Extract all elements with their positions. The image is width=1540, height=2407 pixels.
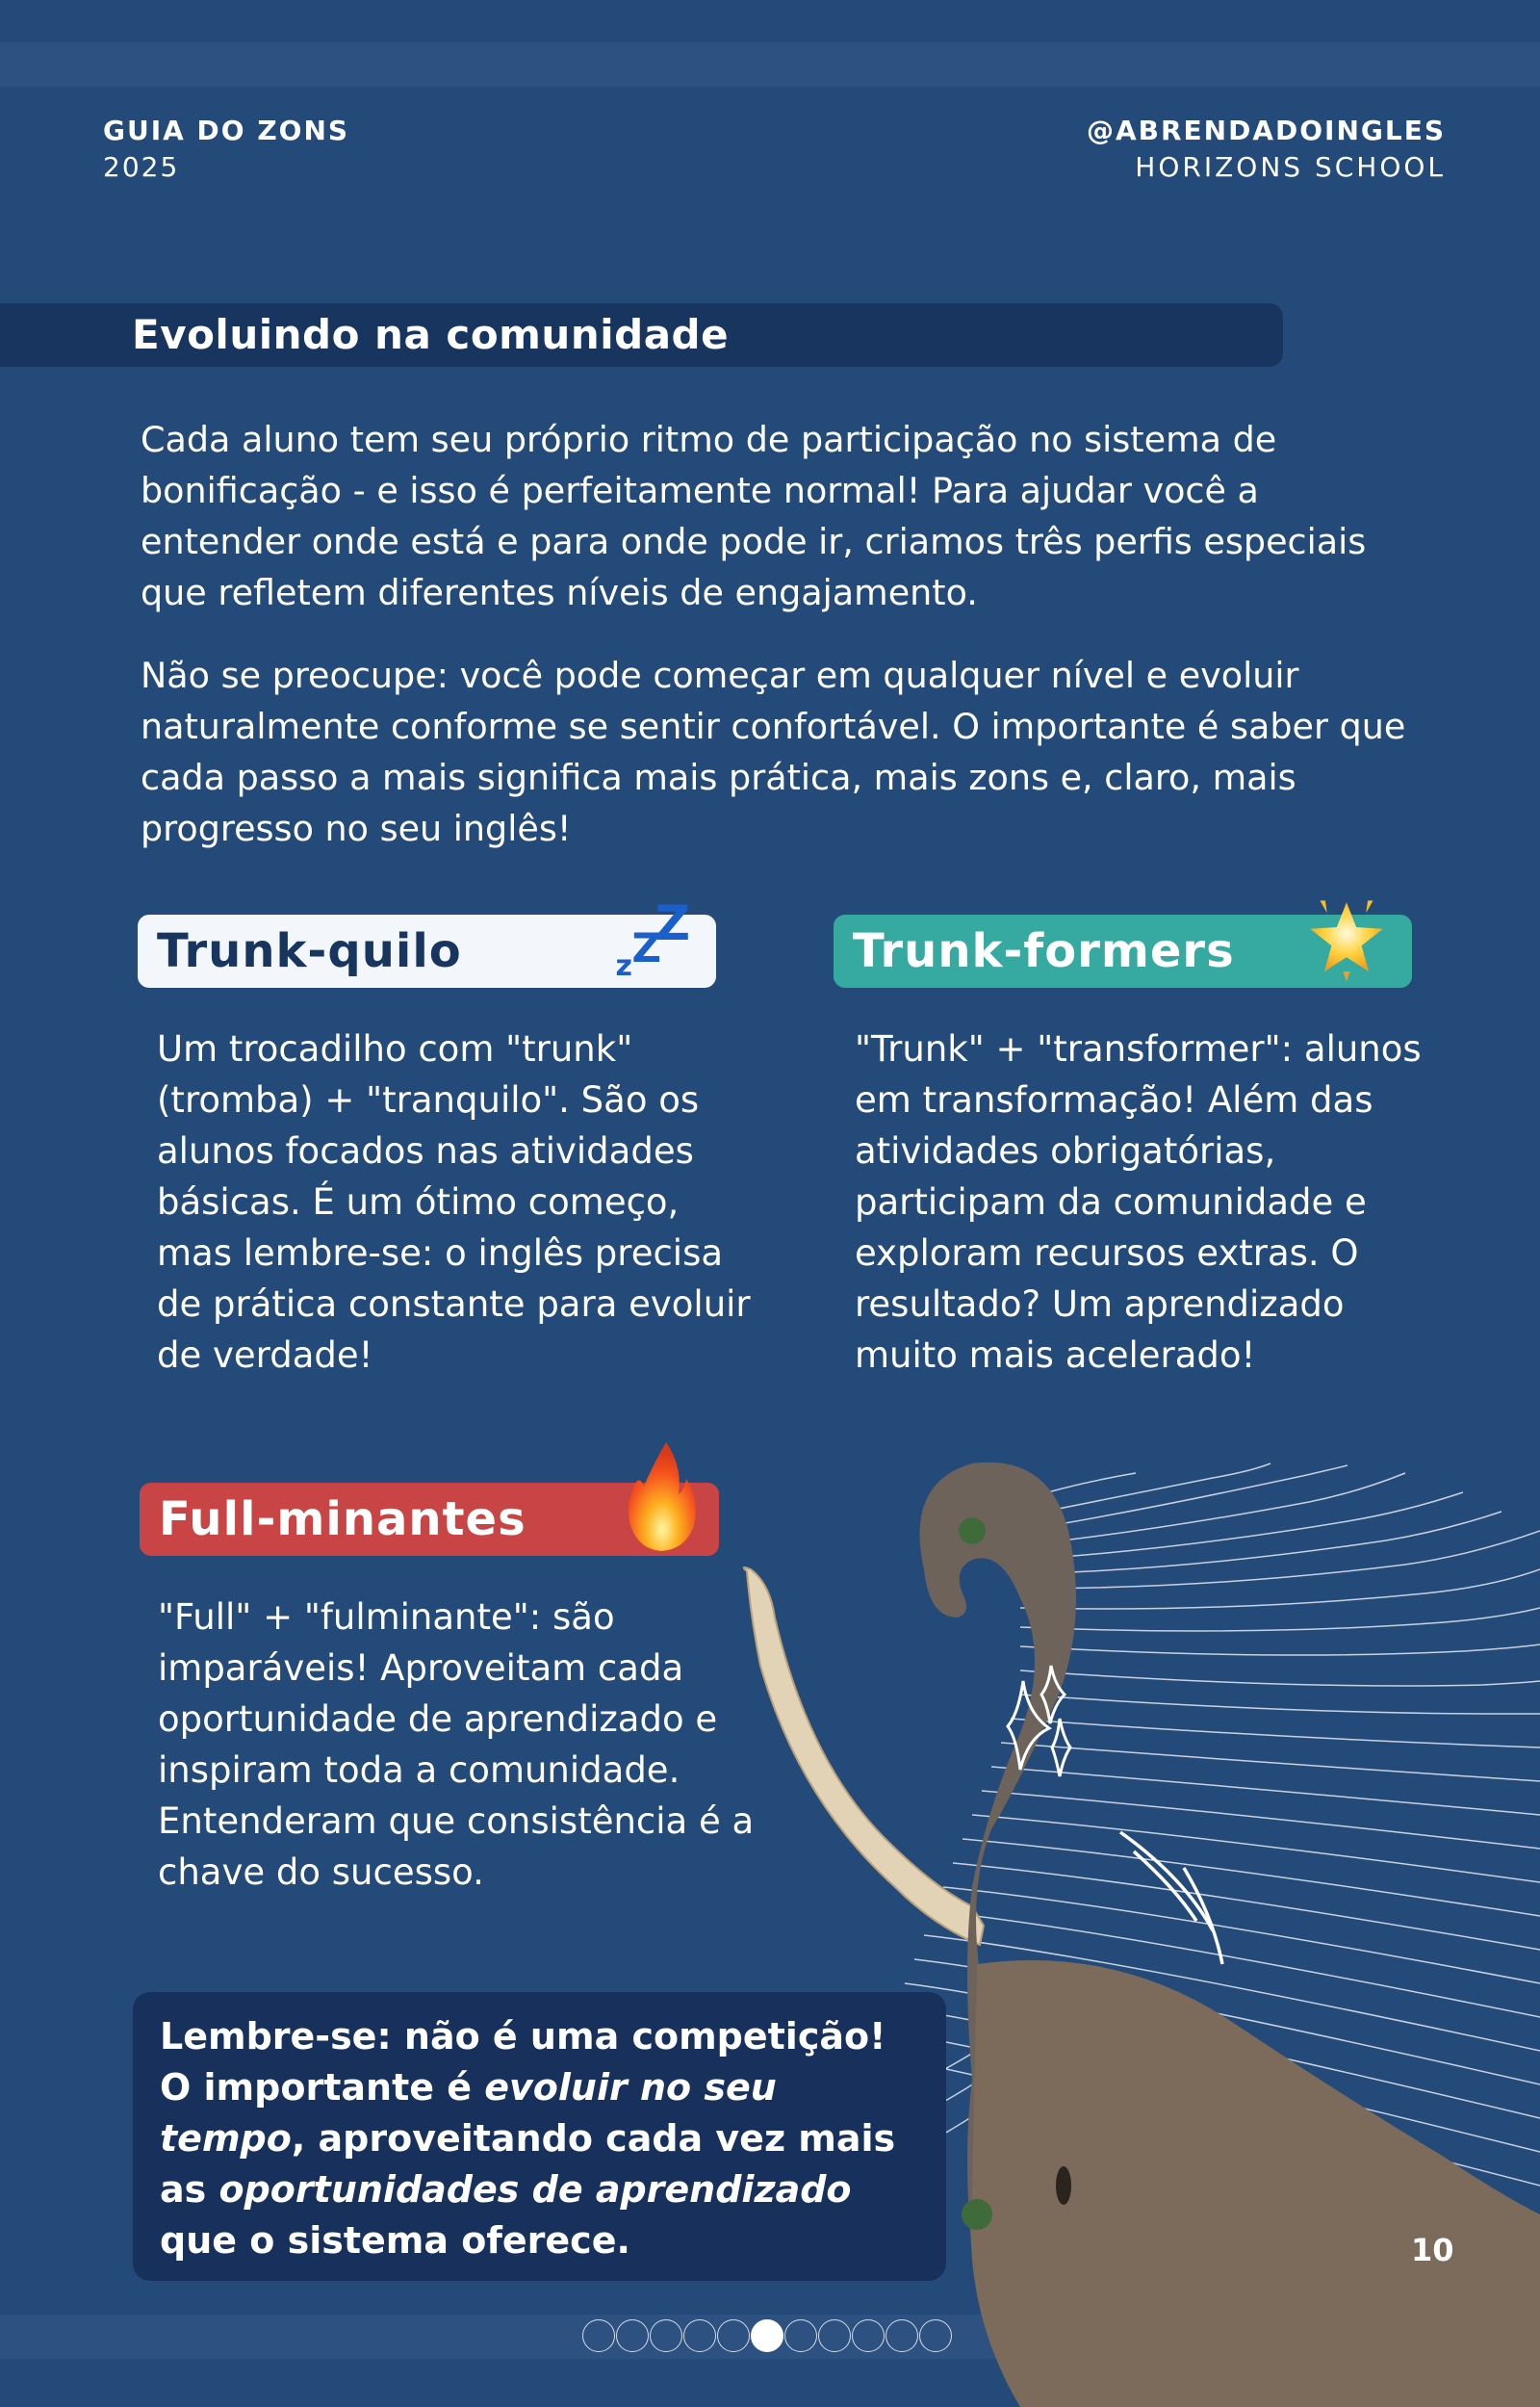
section-title: Evoluindo na comunidade bbox=[132, 311, 730, 358]
top-band bbox=[0, 42, 1540, 87]
intro-paragraph-2: Não se preocupe: você pode começar em qualquer nível e evoluir naturalmente conforme se sentir confortável. O importante é saber que cada passo a mais significa mais prática, mais zons e, claro, mais progresso no seu inglês! bbox=[141, 655, 1406, 849]
section-title-bar bbox=[0, 303, 1283, 367]
school-name: HORIZONS SCHOOL bbox=[1135, 151, 1446, 183]
page-number: 10 bbox=[1411, 2232, 1454, 2268]
motion-arcs-decoration bbox=[1120, 1832, 1222, 1964]
social-handle: @ABRENDADOINGLES bbox=[1086, 115, 1446, 146]
intro-paragraph-1: Cada aluno tem seu próprio ritmo de participação no sistema de bonificação - e isso é perfeitamente normal! Para ajudar você a entender onde está e para onde pode ir, criamos três perfis especiais que refletem diferentes níveis de engajamento. bbox=[141, 419, 1367, 613]
page-dot[interactable] bbox=[784, 2319, 817, 2352]
page-dot-active[interactable] bbox=[751, 2319, 783, 2352]
page-indicator bbox=[582, 2319, 953, 2352]
profile-badge-trunk-quilo: Trunk-quilo z Z Z bbox=[138, 915, 716, 988]
callout-text: , aproveitando cada vez mais as bbox=[160, 2117, 896, 2211]
leaves bbox=[959, 1517, 986, 1544]
profile-name: Full-minantes bbox=[159, 1492, 526, 1546]
guide-title: GUIA DO ZONS bbox=[103, 115, 350, 146]
page-dot[interactable] bbox=[852, 2319, 885, 2352]
page-dot[interactable] bbox=[886, 2319, 918, 2352]
fire-icon bbox=[623, 1438, 700, 1554]
callout-text: que o sistema oferece. bbox=[160, 2219, 630, 2262]
page-dot[interactable] bbox=[717, 2319, 750, 2352]
page-dot[interactable] bbox=[582, 2319, 615, 2352]
callout-text: não é uma competição! O importante é bbox=[160, 2015, 886, 2109]
profile-badge-trunk-formers bbox=[834, 915, 1412, 988]
glowing-star-icon bbox=[1302, 893, 1391, 982]
callout-emphasis: oportunidades de aprendizado bbox=[218, 2168, 852, 2211]
page-dot[interactable] bbox=[818, 2319, 851, 2352]
page-dot[interactable] bbox=[616, 2319, 649, 2352]
profile-badge-full-minantes bbox=[140, 1483, 719, 1556]
profile-description: Um trocadilho com "trunk" (tromba) + "tranquilo". São os alunos focados nas atividades básicas. É um ótimo começo, mas lembre-se: o inglês precisa de prática constante para evoluir de verdade! bbox=[157, 1028, 751, 1376]
profile-name: Trunk-formers bbox=[853, 924, 1235, 978]
page-dot[interactable] bbox=[919, 2319, 952, 2352]
header-left bbox=[103, 114, 349, 187]
profile-name: Trunk-quilo bbox=[157, 924, 462, 978]
guide-year: 2025 bbox=[103, 151, 180, 183]
elephant-eye bbox=[1056, 2166, 1071, 2205]
profile-description: "Trunk" + "transformer": alunos em transformação! Além das atividades obrigatórias, participam da comunidade e exploram recursos extras. O resultado? Um aprendizado muito mais acelerado! bbox=[855, 1028, 1422, 1376]
page-dot[interactable] bbox=[650, 2319, 682, 2352]
profile-description: "Full" + "fulminante": são imparáveis! Aproveitam cada oportunidade de aprendizado e inspiram toda a comunidade. Entenderam que consistência é a chave do sucesso. bbox=[158, 1596, 755, 1893]
header-right bbox=[1087, 114, 1446, 187]
reminder-callout bbox=[133, 1992, 946, 2281]
callout-lead: Lembre-se: bbox=[160, 2015, 392, 2058]
callout-emphasis: evoluir no seu tempo bbox=[160, 2066, 777, 2160]
page-dot[interactable] bbox=[683, 2319, 716, 2352]
